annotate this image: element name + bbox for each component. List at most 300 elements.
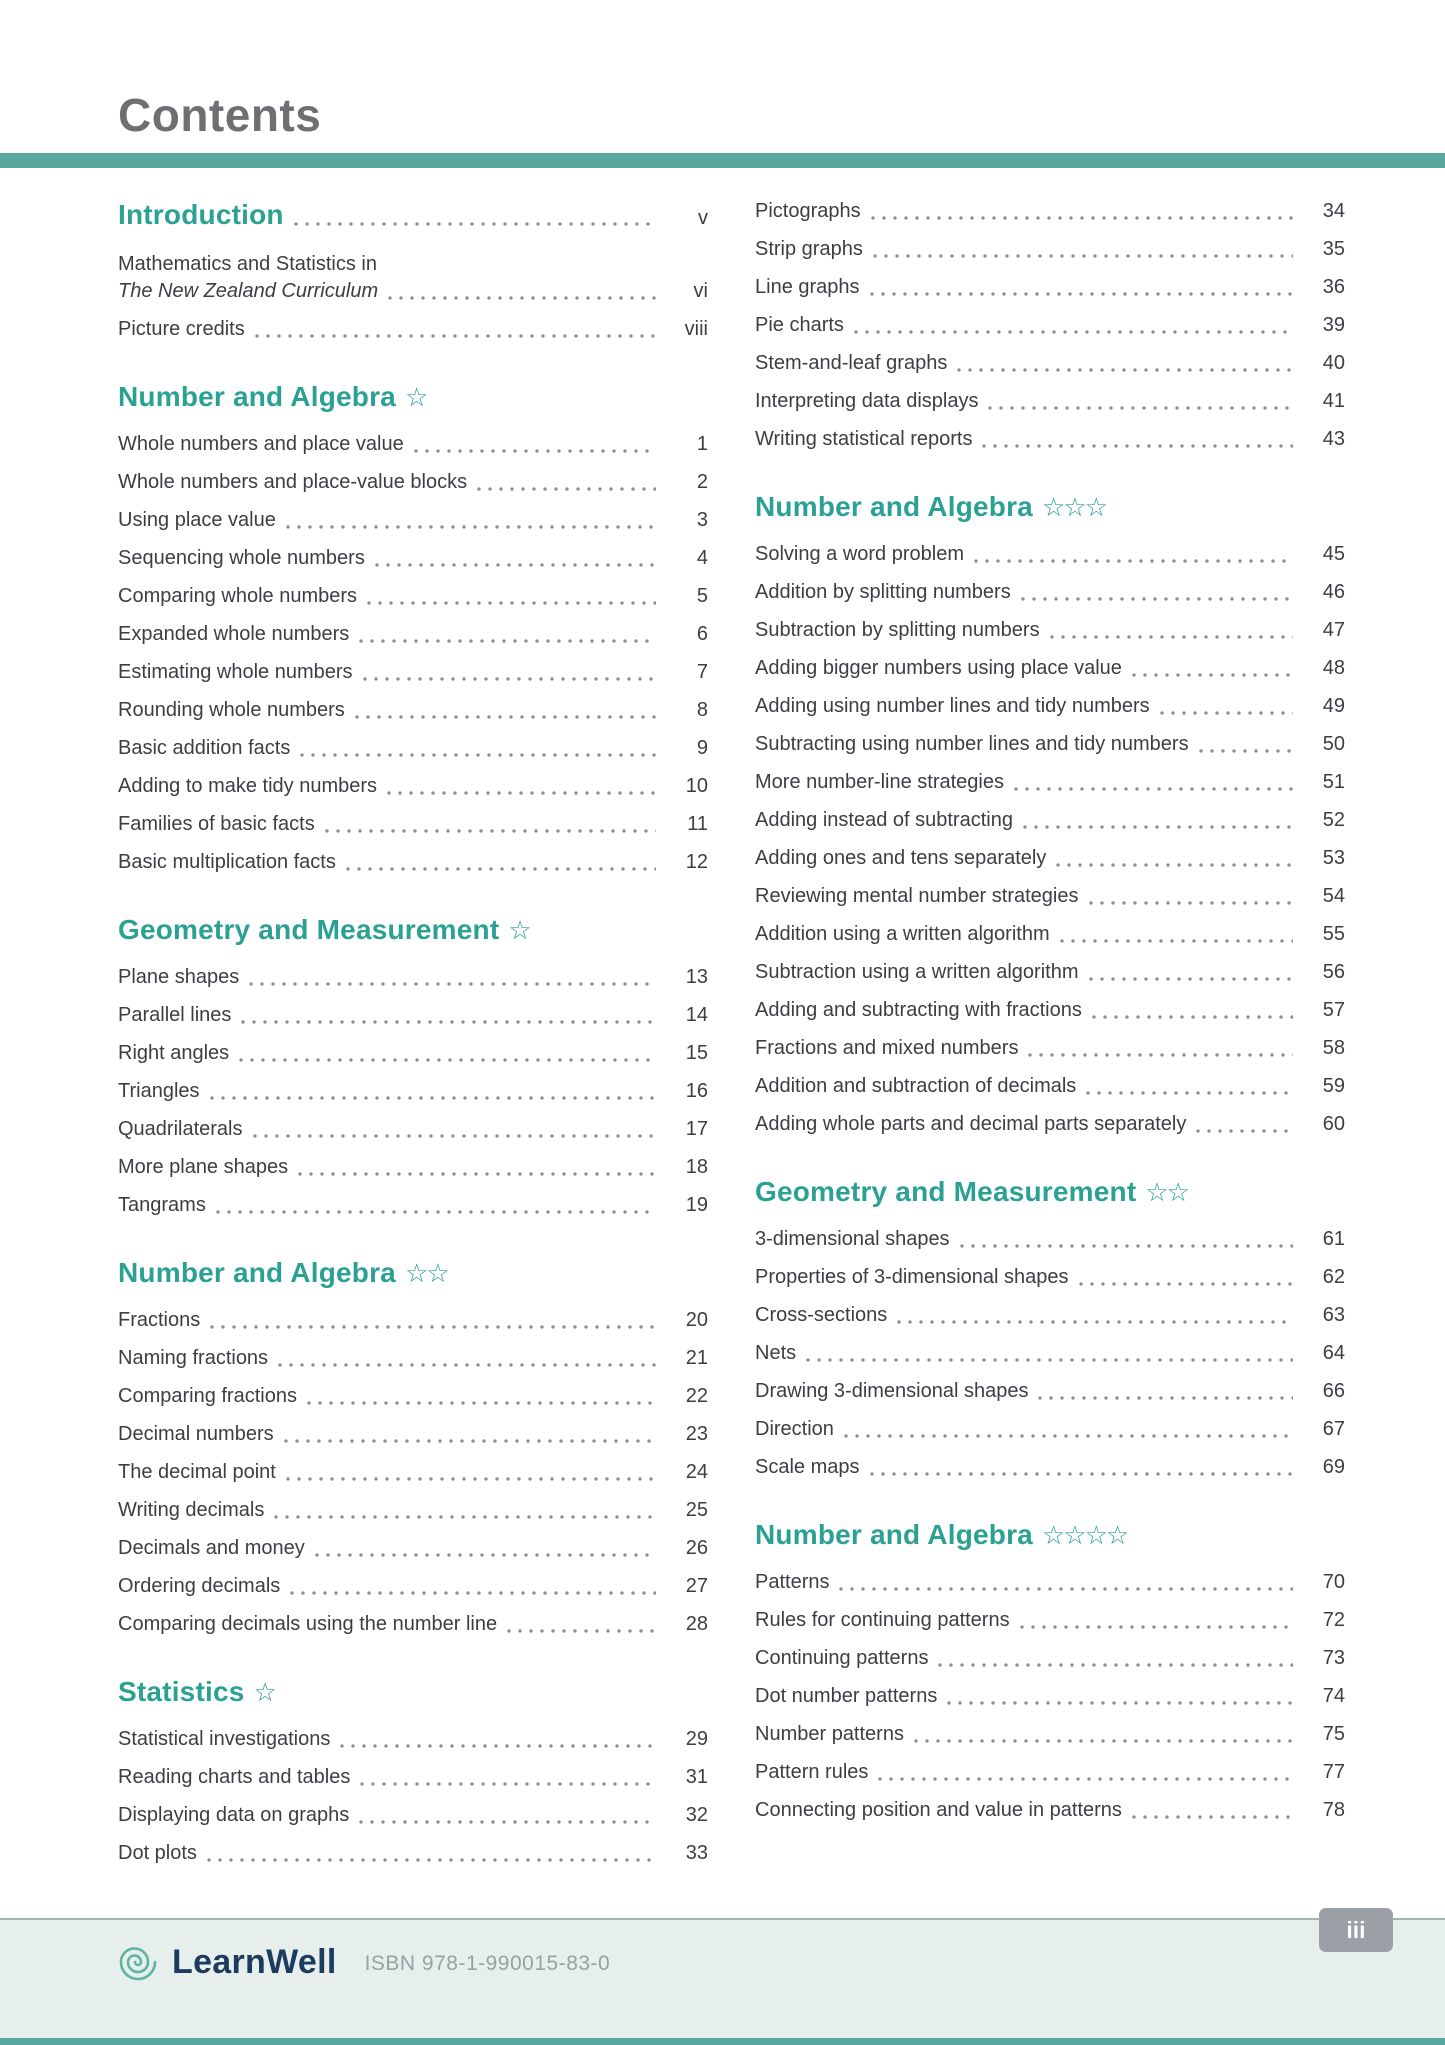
- dot-leader: [912, 1721, 1293, 1747]
- toc-entry-page: 50: [1322, 733, 1345, 755]
- toc-entry: [118, 659, 708, 685]
- dot-leader: [247, 964, 656, 990]
- toc-entry-label: Connecting position and value in patterns: [755, 1799, 1122, 1821]
- toc-entry: [755, 312, 1345, 338]
- toc-entry: [118, 507, 708, 533]
- dot-leader: [365, 583, 656, 609]
- learnwell-logo: [118, 1942, 337, 1982]
- dot-leader: [412, 431, 656, 457]
- toc-entry-label: Addition using a written algorithm: [755, 923, 1050, 945]
- section-heading-row: [118, 913, 708, 948]
- dot-leader: [804, 1340, 1293, 1366]
- toc-entry-label: Triangles: [118, 1080, 200, 1102]
- dot-leader: [358, 1764, 656, 1790]
- star-icon: ☆☆☆: [1041, 493, 1106, 523]
- dot-leader: [353, 697, 656, 723]
- toc-entry-page: 3: [696, 509, 708, 531]
- toc-entry-page: 39: [1322, 314, 1345, 336]
- dot-leader: [1158, 693, 1293, 719]
- toc-entry-label: Pie charts: [755, 314, 844, 336]
- toc-entry-page: 22: [685, 1385, 708, 1407]
- section-heading-row: [118, 1675, 708, 1710]
- toc-entry: [755, 198, 1345, 224]
- toc-entry-page: 8: [696, 699, 708, 721]
- toc-entry: [755, 426, 1345, 452]
- section-heading: Number and Algebra: [118, 1257, 396, 1288]
- dot-leader: [1130, 655, 1293, 681]
- table-of-contents: [0, 168, 1445, 1878]
- toc-entry: [118, 1421, 708, 1447]
- toc-entry-page: 4: [696, 547, 708, 569]
- dot-leader: [288, 1573, 656, 1599]
- toc-entry: [118, 1192, 708, 1218]
- toc-entry: [755, 807, 1345, 833]
- section-heading: Number and Algebra: [755, 1519, 1033, 1550]
- toc-entry-label: Families of basic facts: [118, 813, 315, 835]
- toc-entry-page: 69: [1322, 1456, 1345, 1478]
- toc-section: [755, 1175, 1345, 1480]
- toc-entry: [118, 849, 708, 875]
- toc-entry-page: 52: [1322, 809, 1345, 831]
- toc-entry: [118, 1764, 708, 1790]
- dot-leader: [313, 1535, 656, 1561]
- dot-leader: [208, 1078, 656, 1104]
- toc-entry-label: Writing statistical reports: [755, 428, 973, 450]
- dot-leader: [1130, 1797, 1293, 1823]
- toc-entry: [118, 621, 708, 647]
- toc-entry-page: 75: [1322, 1723, 1345, 1745]
- toc-entry-page: 56: [1322, 961, 1345, 983]
- dot-leader: [1087, 883, 1294, 909]
- toc-entry-label: More number-line strategies: [755, 771, 1004, 793]
- toc-entry: [118, 1078, 708, 1104]
- section-heading: Introduction: [118, 199, 284, 230]
- toc-entry-page: 11: [687, 813, 708, 835]
- toc-entry: [755, 921, 1345, 947]
- toc-entry-label: Reading charts and tables: [118, 1766, 351, 1788]
- toc-entry-page: 53: [1322, 847, 1345, 869]
- toc-entry: [118, 773, 708, 799]
- toc-entry-label: Adding and subtracting with fractions: [755, 999, 1082, 1021]
- toc-entry-page: 67: [1322, 1418, 1345, 1440]
- toc-entry-page: 73: [1322, 1647, 1345, 1669]
- toc-entry-label: Addition and subtraction of decimals: [755, 1075, 1077, 1097]
- toc-entry-page: 72: [1322, 1609, 1345, 1631]
- dot-leader: [868, 274, 1293, 300]
- dot-leader: [936, 1645, 1293, 1671]
- toc-section: [118, 913, 708, 1218]
- toc-entry-page: 15: [685, 1042, 708, 1064]
- dot-leader: [475, 469, 656, 495]
- toc-section: [118, 198, 708, 342]
- dot-leader: [1012, 769, 1293, 795]
- toc-entry: [755, 350, 1345, 376]
- dot-leader: [338, 1726, 656, 1752]
- section-heading-row: [118, 198, 708, 235]
- toc-entry-page: 64: [1322, 1342, 1345, 1364]
- toc-section: [755, 198, 1345, 452]
- dot-leader: [505, 1611, 656, 1637]
- toc-entry-label: Pictographs: [755, 200, 861, 222]
- toc-entry-page: 10: [685, 775, 708, 797]
- toc-entry: [118, 1535, 708, 1561]
- dot-leader: [214, 1192, 656, 1218]
- toc-entry-page: 66: [1322, 1380, 1345, 1402]
- section-heading-row: [755, 1175, 1345, 1210]
- toc-entry: [755, 959, 1345, 985]
- toc-entry: [118, 1154, 708, 1180]
- toc-entry-page: 55: [1322, 923, 1345, 945]
- toc-entry-page: 47: [1322, 619, 1345, 641]
- toc-entry-page: 33: [685, 1842, 708, 1864]
- toc-entry-page: 60: [1322, 1113, 1345, 1135]
- toc-entry: [755, 1797, 1345, 1823]
- star-icon: ☆: [404, 383, 427, 413]
- dot-leader: [292, 214, 656, 224]
- toc-entry-page: 6: [696, 623, 708, 645]
- toc-entry: [755, 579, 1345, 605]
- toc-entry-label: Reviewing mental number strategies: [755, 885, 1079, 907]
- section-heading-row: [755, 1518, 1345, 1553]
- toc-entry: [755, 1340, 1345, 1366]
- toc-entry-page: 59: [1322, 1075, 1345, 1097]
- toc-entry: [755, 1759, 1345, 1785]
- toc-entry: [755, 1569, 1345, 1595]
- toc-entry-page: vi: [693, 280, 708, 302]
- dot-leader: [361, 659, 656, 685]
- dot-leader: [871, 236, 1293, 262]
- toc-entry-label: Quadrilaterals: [118, 1118, 243, 1140]
- title-accent-bar: [0, 153, 1445, 168]
- dot-leader: [284, 507, 656, 533]
- toc-section: [755, 490, 1345, 1137]
- toc-entry: [118, 1573, 708, 1599]
- page-header: [0, 0, 1445, 141]
- toc-entry: [755, 1378, 1345, 1404]
- toc-entry: [118, 316, 708, 342]
- toc-entry: [755, 731, 1345, 757]
- dot-leader: [276, 1345, 656, 1371]
- toc-entry-label: Direction: [755, 1418, 834, 1440]
- toc-entry-label: Decimal numbers: [118, 1423, 274, 1445]
- dot-leader: [373, 545, 656, 571]
- toc-entry-page: 62: [1322, 1266, 1345, 1288]
- toc-entry: [118, 278, 708, 304]
- dot-leader: [876, 1759, 1293, 1785]
- toc-section: [755, 1518, 1345, 1823]
- dot-leader: [208, 1307, 656, 1333]
- dot-leader: [1019, 579, 1293, 605]
- dot-leader: [1036, 1378, 1293, 1404]
- toc-entry-page: 45: [1322, 543, 1345, 565]
- dot-leader: [1058, 921, 1293, 947]
- toc-entry: [755, 541, 1345, 567]
- dot-leader: [1048, 617, 1293, 643]
- toc-entry-page: 16: [685, 1080, 708, 1102]
- toc-entry-label: Adding to make tidy numbers: [118, 775, 378, 797]
- dot-leader: [1084, 1073, 1293, 1099]
- toc-entry-label: Interpreting data displays: [755, 390, 979, 412]
- toc-entry-page: 18: [685, 1156, 708, 1178]
- dot-leader: [972, 541, 1293, 567]
- section-heading: Statistics: [118, 1676, 245, 1707]
- toc-entry-label: Rules for continuing patterns: [755, 1609, 1010, 1631]
- toc-entry-label: Comparing decimals using the number line: [118, 1613, 498, 1635]
- toc-entry-page: 32: [685, 1804, 708, 1826]
- toc-entry: [118, 1459, 708, 1485]
- toc-entry-label: Adding instead of subtracting: [755, 809, 1013, 831]
- toc-entry-label: Whole numbers and place value: [118, 433, 404, 455]
- star-icon: ☆: [253, 1678, 275, 1708]
- toc-entry-label: Addition by splitting numbers: [755, 581, 1011, 603]
- dot-leader: [284, 1459, 656, 1485]
- dot-leader: [958, 1226, 1293, 1252]
- toc-entry-page: 58: [1322, 1037, 1345, 1059]
- toc-entry: [755, 1454, 1345, 1480]
- dot-leader: [945, 1683, 1293, 1709]
- toc-entry-label: Adding whole parts and decimal parts separately: [755, 1113, 1187, 1135]
- toc-entry: [755, 845, 1345, 871]
- toc-entry-label: Scale maps: [755, 1456, 860, 1478]
- toc-entry: [118, 697, 708, 723]
- toc-entry-label: Rounding whole numbers: [118, 699, 345, 721]
- dot-leader: [251, 1116, 656, 1142]
- toc-entry: [755, 236, 1345, 262]
- toc-entry-label: Subtraction using a written algorithm: [755, 961, 1079, 983]
- toc-entry-label: Number patterns: [755, 1723, 904, 1745]
- star-icon: ☆: [508, 916, 530, 946]
- section-heading: Number and Algebra: [755, 491, 1033, 522]
- toc-entry: [118, 1345, 708, 1371]
- toc-entry: [755, 274, 1345, 300]
- toc-entry-label: Pattern rules: [755, 1761, 869, 1783]
- toc-entry: [118, 964, 708, 990]
- dot-leader: [986, 388, 1293, 414]
- toc-entry-page: 48: [1322, 657, 1345, 679]
- toc-entry-page: 70: [1322, 1571, 1345, 1593]
- bottom-accent-strip: [0, 2038, 1445, 2045]
- dot-leader: [323, 811, 656, 837]
- toc-entry-page: 23: [685, 1423, 708, 1445]
- toc-entry-page: 34: [1322, 200, 1345, 222]
- toc-entry: [755, 1226, 1345, 1252]
- toc-entry: [118, 1726, 708, 1752]
- page-number-badge: iii: [1319, 1908, 1393, 1952]
- dot-leader: [895, 1302, 1293, 1328]
- toc-entry-label: Parallel lines: [118, 1004, 232, 1026]
- dot-leader: [1087, 959, 1294, 985]
- toc-entry-label: The decimal point: [118, 1461, 276, 1483]
- toc-entry: [755, 1302, 1345, 1328]
- toc-entry: [755, 1416, 1345, 1442]
- toc-entry: [755, 1645, 1345, 1671]
- dot-leader: [1197, 731, 1293, 757]
- toc-entry: [118, 1040, 708, 1066]
- dot-leader: [305, 1383, 656, 1409]
- toc-entry: [755, 1111, 1345, 1137]
- section-heading: Number and Algebra: [118, 381, 396, 412]
- dot-leader: [386, 278, 656, 304]
- toc-entry-label: Picture credits: [118, 318, 245, 340]
- toc-entry-page: 28: [685, 1613, 708, 1635]
- toc-entry-label: Ordering decimals: [118, 1575, 281, 1597]
- dot-leader: [344, 849, 656, 875]
- toc-entry-page: 21: [685, 1347, 708, 1369]
- toc-entry: [755, 1683, 1345, 1709]
- isbn-text: ISBN 978-1-990015-83-0: [364, 1952, 611, 1975]
- toc-entry-label: Solving a word problem: [755, 543, 964, 565]
- toc-entry-page: 40: [1322, 352, 1345, 374]
- toc-entry-label: Line graphs: [755, 276, 860, 298]
- toc-entry-label: Plane shapes: [118, 966, 240, 988]
- toc-entry-label: Dot number patterns: [755, 1685, 938, 1707]
- swirl-logo-icon: [118, 1942, 158, 1982]
- toc-entry: [118, 1611, 708, 1637]
- toc-entry-page: 14: [685, 1004, 708, 1026]
- dot-leader: [357, 1802, 656, 1828]
- toc-entry-page: 77: [1322, 1761, 1345, 1783]
- dot-leader: [253, 316, 656, 342]
- toc-entry-page: 5: [696, 585, 708, 607]
- dot-leader: [837, 1569, 1293, 1595]
- toc-entry-page: 54: [1322, 885, 1345, 907]
- toc-entry: [118, 469, 708, 495]
- toc-entry: [755, 769, 1345, 795]
- toc-entry: [118, 583, 708, 609]
- toc-entry-label: Whole numbers and place-value blocks: [118, 471, 468, 493]
- dot-leader: [869, 198, 1293, 224]
- page-footer: [0, 1918, 1445, 2045]
- dot-leader: [868, 1454, 1294, 1480]
- toc-entry-label: Comparing whole numbers: [118, 585, 358, 607]
- toc-entry-page: 61: [1322, 1228, 1345, 1250]
- toc-entry-label: More plane shapes: [118, 1156, 289, 1178]
- star-icon: ☆☆☆☆: [1041, 1521, 1128, 1551]
- toc-entry-page: 43: [1322, 428, 1345, 450]
- dot-leader: [1077, 1264, 1293, 1290]
- toc-entry-label: Fractions and mixed numbers: [755, 1037, 1019, 1059]
- toc-entry-label: Expanded whole numbers: [118, 623, 350, 645]
- dot-leader: [239, 1002, 656, 1028]
- toc-entry-label: Sequencing whole numbers: [118, 547, 365, 569]
- toc-entry: [118, 1116, 708, 1142]
- toc-entry: [755, 997, 1345, 1023]
- dot-leader: [298, 735, 656, 761]
- toc-entry: [118, 811, 708, 837]
- toc-entry-label: 3-dimensional shapes: [755, 1228, 950, 1250]
- toc-entry-page: 7: [696, 661, 708, 683]
- toc-entry-page: 9: [696, 737, 708, 759]
- toc-entry-page: 1: [696, 433, 708, 455]
- toc-entry-label: Cross-sections: [755, 1304, 888, 1326]
- toc-entry-label: Adding ones and tens separately: [755, 847, 1047, 869]
- toc-entry-page: 17: [685, 1118, 708, 1140]
- toc-entry-page: 51: [1322, 771, 1345, 793]
- dot-leader: [237, 1040, 656, 1066]
- toc-section: [118, 1675, 708, 1866]
- toc-section: [118, 1256, 708, 1637]
- toc-entry-label: Stem-and-leaf graphs: [755, 352, 948, 374]
- toc-entry-page: 74: [1322, 1685, 1345, 1707]
- toc-entry-page: 24: [685, 1461, 708, 1483]
- dot-leader: [955, 350, 1293, 376]
- toc-entry-label: Subtracting using number lines and tidy numbers: [755, 733, 1189, 755]
- toc-entry-label: Writing decimals: [118, 1499, 265, 1521]
- page-title: Contents: [118, 89, 322, 141]
- dot-leader: [282, 1421, 656, 1447]
- toc-entry-label: Comparing fractions: [118, 1385, 297, 1407]
- dot-leader: [980, 426, 1293, 452]
- toc-entry-label: Statistical investigations: [118, 1728, 331, 1750]
- dot-leader: [1018, 1607, 1293, 1633]
- toc-entry-label: Strip graphs: [755, 238, 863, 260]
- toc-entry-label: Patterns: [755, 1571, 830, 1593]
- toc-entry: [118, 1802, 708, 1828]
- toc-entry: [755, 693, 1345, 719]
- toc-entry: [755, 388, 1345, 414]
- toc-entry-page: 19: [685, 1194, 708, 1216]
- star-icon: ☆☆: [1145, 1178, 1188, 1208]
- toc-section: [118, 380, 708, 875]
- dot-leader: [385, 773, 656, 799]
- dot-leader: [1054, 845, 1293, 871]
- toc-entry-label: Nets: [755, 1342, 797, 1364]
- brand-name: LearnWell: [172, 1942, 337, 1981]
- toc-entry-label: Adding bigger numbers using place value: [755, 657, 1122, 679]
- toc-entry-page: 26: [685, 1537, 708, 1559]
- toc-entry-page: 31: [685, 1766, 708, 1788]
- toc-entry-label: Estimating whole numbers: [118, 661, 353, 683]
- toc-entry-page: 41: [1322, 390, 1345, 412]
- toc-entry-page: 78: [1322, 1799, 1345, 1821]
- toc-entry: [118, 431, 708, 457]
- dot-leader: [1026, 1035, 1293, 1061]
- toc-entry-page: 57: [1322, 999, 1345, 1021]
- toc-column-left: [118, 198, 708, 1878]
- toc-entry-page: 29: [685, 1728, 708, 1750]
- dot-leader: [852, 312, 1293, 338]
- toc-entry-page: 2: [696, 471, 708, 493]
- toc-entry-page: 46: [1322, 581, 1345, 603]
- toc-entry: [755, 617, 1345, 643]
- toc-entry-page: 25: [685, 1499, 708, 1521]
- toc-entry: [118, 1840, 708, 1866]
- toc-entry-label: The New Zealand Curriculum: [118, 280, 379, 302]
- toc-entry: [118, 545, 708, 571]
- toc-entry: [755, 655, 1345, 681]
- dot-leader: [1021, 807, 1293, 833]
- dot-leader: [296, 1154, 656, 1180]
- toc-entry: [118, 1383, 708, 1409]
- toc-entry-page: 35: [1322, 238, 1345, 260]
- toc-entry: [118, 1497, 708, 1523]
- toc-entry: [755, 1607, 1345, 1633]
- toc-entry: [118, 1002, 708, 1028]
- toc-entry-page: 63: [1322, 1304, 1345, 1326]
- toc-entry-page: 36: [1322, 276, 1345, 298]
- toc-entry-label: Naming fractions: [118, 1347, 269, 1369]
- toc-entry-label: Basic addition facts: [118, 737, 291, 759]
- toc-entry-label: Adding using number lines and tidy numbers: [755, 695, 1150, 717]
- toc-entry-label: Subtraction by splitting numbers: [755, 619, 1040, 641]
- section-heading: Geometry and Measurement: [118, 914, 500, 945]
- section-heading-row: [118, 380, 708, 415]
- toc-entry-label: Mathematics and Statistics in: [118, 253, 377, 275]
- dot-leader: [1090, 997, 1293, 1023]
- toc-entry-label: Right angles: [118, 1042, 230, 1064]
- dot-leader: [1194, 1111, 1293, 1137]
- toc-entry: [755, 1264, 1345, 1290]
